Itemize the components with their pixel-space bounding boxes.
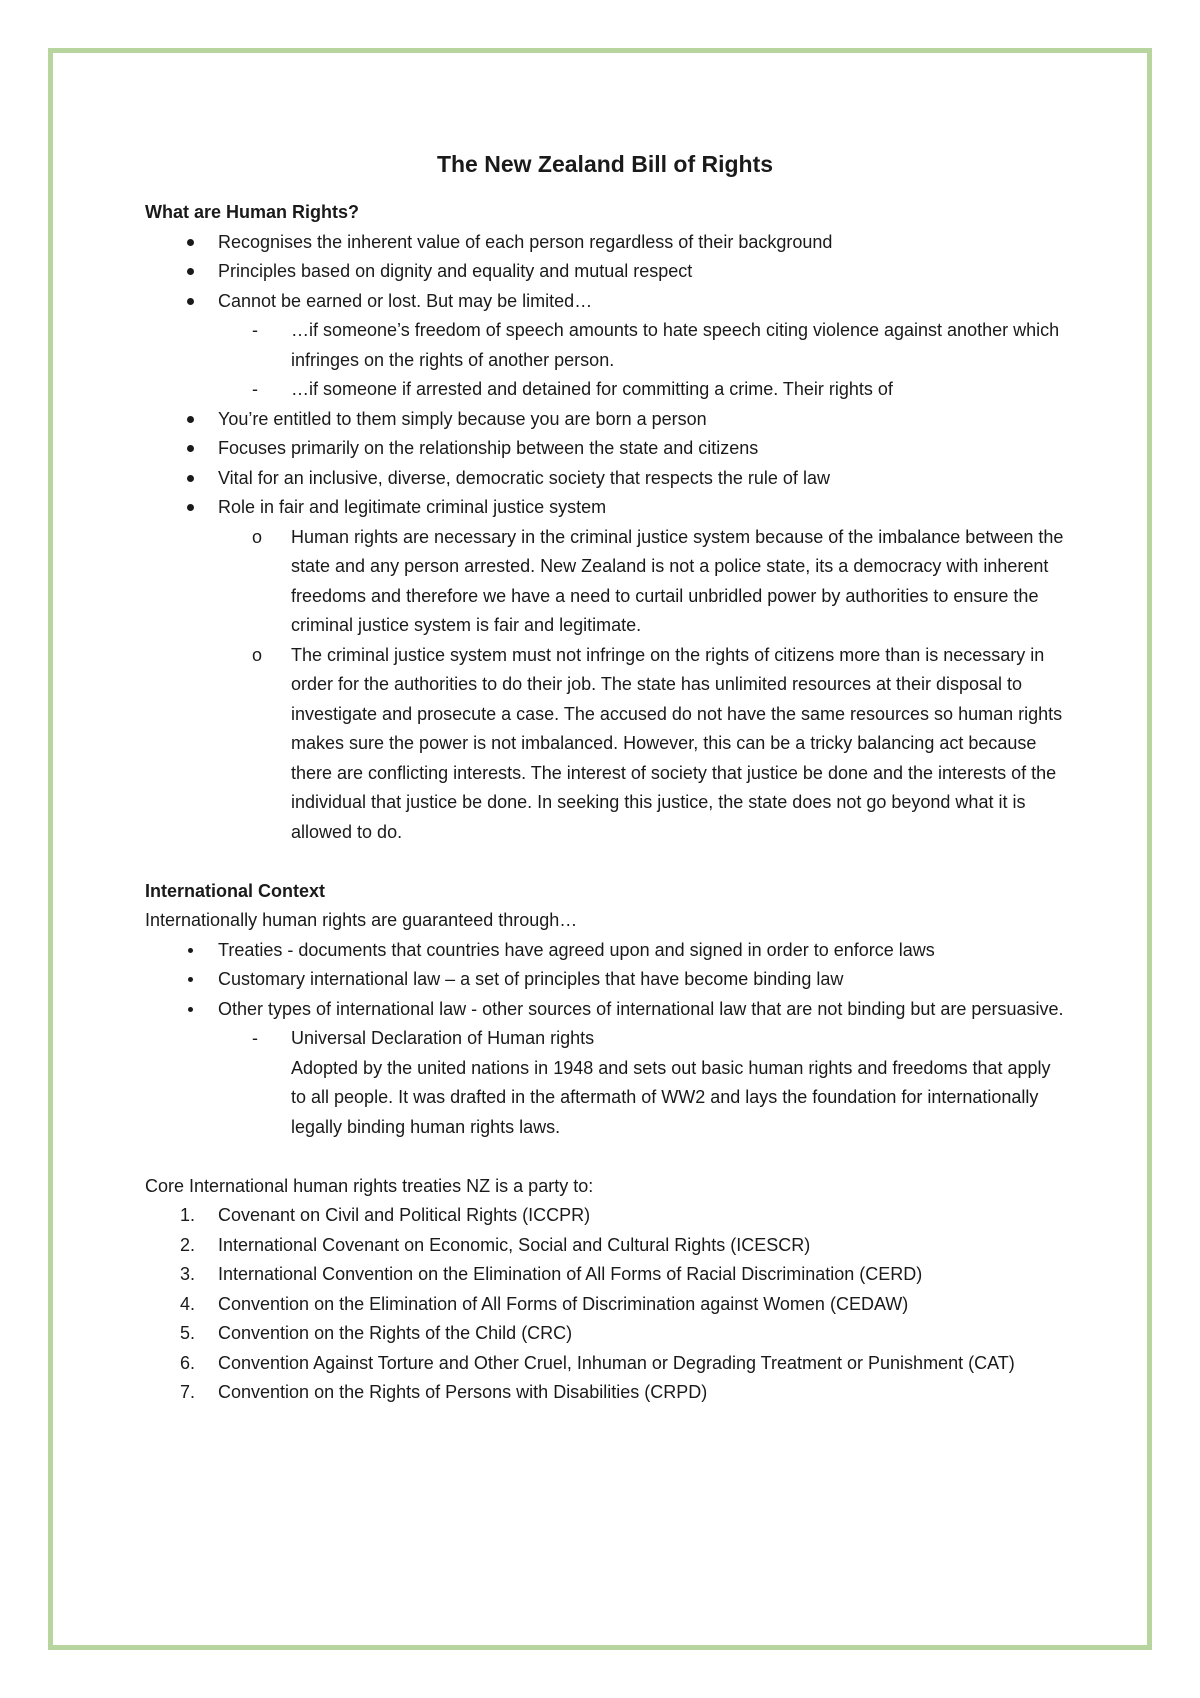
treaty-item: 2. International Covenant on Economic, Social and Cultural Rights (ICESCR) — [180, 1234, 811, 1255]
bullet-icon — [187, 416, 194, 423]
circle-marker: o — [252, 644, 263, 665]
section-heading-international-context: International Context — [145, 880, 326, 901]
treaties-list — [145, 1201, 1065, 1408]
treaty-item: 3. International Convention on the Elimination of All Forms of Racial Discrimination (CERD) — [180, 1264, 923, 1284]
section-intro: Internationally human rights are guaranteed through… — [145, 910, 578, 930]
sub-list-item: - …if someone’s freedom of speech amounts to hate speech citing violence against another which infringes on the rights of another person. — [145, 316, 1065, 375]
sub-list-item: o The criminal justice system must not infringe on the rights of citizens more than is necessary in order for the authorities to do their job. The state has unlimited resources at their disposal to investigate and prosecute a case. The accused do not have the same resources so human rights makes sure the power is not imbalanced. However, this can be a tricky balancing act because there are conflicting interests. The interest of society that justice be done and the interests of the individual that justice be done. In seeking this justice, the state does not go beyond what it is allowed to do. — [145, 641, 1065, 848]
treaty-item: 4. Convention on the Elimination of All Forms of Discrimination against Women (CEDAW) — [180, 1293, 909, 1314]
bullet-icon — [188, 948, 193, 953]
sub-list-item: - Universal Declaration of Human rights — [145, 1024, 1065, 1054]
human-rights-list — [145, 228, 1065, 848]
dash-marker: - — [252, 1028, 258, 1048]
list-item: Other types of international law - other sources of international law that are not binding but are persuasive. — [145, 995, 1065, 1025]
list-item: Recognises the inherent value of each person regardless of their background — [145, 228, 1065, 258]
dash-marker: - — [252, 320, 258, 340]
document-body — [145, 148, 1065, 1408]
bullet-icon — [187, 298, 194, 305]
treaty-item: 1. Covenant on Civil and Political Rights (ICCPR) — [180, 1205, 591, 1225]
treaty-item: 5. Convention on the Rights of the Child (CRC) — [180, 1323, 573, 1343]
list-item: Focuses primarily on the relationship between the state and citizens — [145, 434, 1065, 464]
sub-list-item-continuation: Adopted by the united nations in 1948 and sets out basic human rights and freedoms that apply to all people. It was drafted in the aftermath of WW2 and lays the foundation for internationally legally binding human rights laws. — [291, 1057, 1051, 1137]
treaty-item: 6. Convention Against Torture and Other Cruel, Inhuman or Degrading Treatment or Punishment (CAT) — [180, 1352, 1015, 1373]
sub-list-item: - …if someone if arrested and detained for committing a crime. Their rights of — [145, 375, 1065, 405]
bullet-icon — [188, 977, 193, 982]
bullet-icon — [187, 445, 194, 452]
bullet-icon — [188, 1007, 193, 1012]
list-item: Cannot be earned or lost. But may be limited… — [145, 287, 1065, 317]
circle-marker: o — [252, 526, 263, 547]
spacer — [145, 847, 1065, 877]
bullet-icon — [187, 268, 194, 275]
bullet-icon — [187, 239, 194, 246]
sub-list-item: o Human rights are necessary in the criminal justice system because of the imbalance between the state and any person arrested. New Zealand is not a police state, its a democracy with inherent freedoms and therefore we have a need to curtail unbridled power by authorities to ensure the criminal justice system is fair and legitimate. — [145, 523, 1065, 641]
list-item: Vital for an inclusive, diverse, democratic society that respects the rule of law — [145, 464, 1065, 494]
section-heading-human-rights: What are Human Rights? — [145, 202, 360, 222]
list-item: Customary international law – a set of principles that have become binding law — [145, 965, 1065, 995]
international-law-list — [145, 936, 1065, 1143]
dash-marker: - — [252, 379, 258, 399]
treaties-intro: Core International human rights treaties NZ is a party to: — [145, 1175, 594, 1196]
list-item: Treaties - documents that countries have agreed upon and signed in order to enforce laws — [145, 936, 1065, 966]
bullet-icon — [187, 504, 194, 511]
spacer — [145, 1142, 1065, 1172]
list-item: Role in fair and legitimate criminal justice system — [145, 493, 1065, 523]
document-title: The New Zealand Bill of Rights — [436, 151, 774, 177]
list-item: Principles based on dignity and equality and mutual respect — [145, 257, 1065, 287]
treaty-item: 7. Convention on the Rights of Persons with Disabilities (CRPD) — [180, 1382, 708, 1402]
bullet-icon — [187, 475, 194, 482]
list-item: You’re entitled to them simply because you are born a person — [145, 405, 1065, 435]
